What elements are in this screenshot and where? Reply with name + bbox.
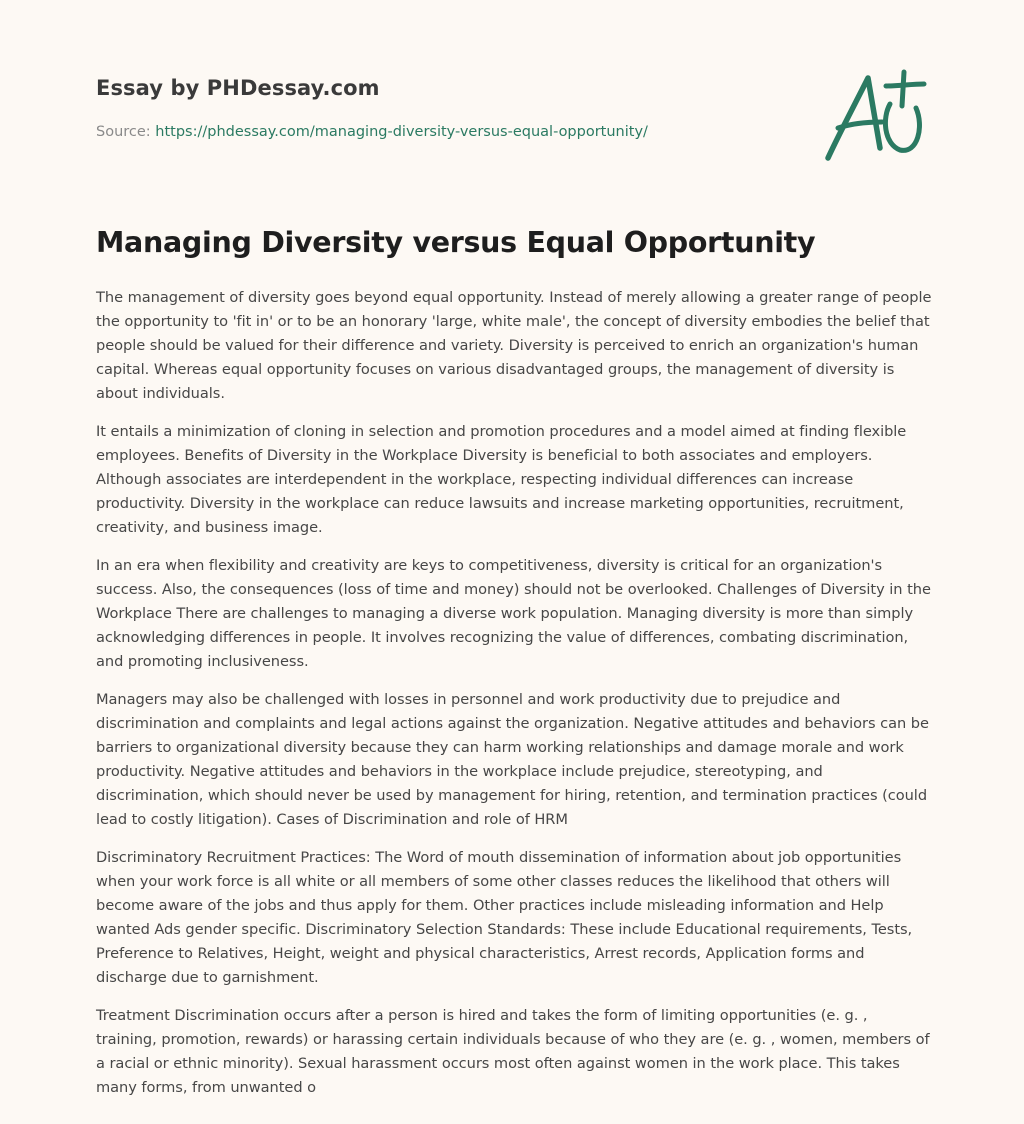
essay-paragraph: Treatment Discrimination occurs after a person is hired and takes the form of limiting opportunities (e. g. , training, promotion, rewards) or harassing certain individuals because of who they are (e. g. , women, members of a racial or ethnic minority). Sexual harassment occurs most often against women in the work place. This takes many forms, from unwanted o [96, 1007, 930, 1096]
essay-paragraph: Managers may also be challenged with losses in personnel and work productivity due to prejudice and discrimination and complaints and legal actions against the organization. Negative attitudes and behaviors can be barriers to organizational diversity because they can harm working relationships and damage morale and work productivity. Negative attitudes and behaviors in the workplace include prejudice, stereotyping, and discrimination, which should never be used by management for hiring, retention, and termination practices (could lead to costly litigation). Cases of Discrimination and role of HRM [96, 691, 929, 828]
source-label: Source: [96, 124, 151, 140]
essay-paragraph: It entails a minimization of cloning in selection and promotion procedures and a model aimed at finding flexible employees. Benefits of Diversity in the Workplace Diversity is beneficial to both associates and employers. Although associates are interdependent in the workplace, respecting individual differences can increase productivity. Diversity in the workplace can reduce lawsuits and increase marketing opportunities, recruitment, creativity, and business image. [96, 423, 907, 536]
essay-title: Managing Diversity versus Equal Opportunity [96, 226, 816, 259]
essay-body [96, 286, 932, 1114]
essay-paragraph: Discriminatory Recruitment Practices: The Word of mouth dissemination of information about job opportunities when your work force is all white or all members of some other classes reduces the likelihood that others will become aware of the jobs and thus apply for them. Other practices include misleading information and Help wanted Ads gender specific. Discriminatory Selection Standards: These include Educational requirements, Tests, Preference to Relatives, Height, weight and physical characteristics, Arrest records, Application forms and discharge due to garnishment. [96, 849, 913, 986]
essay-paragraph: In an era when flexibility and creativity are keys to competitiveness, diversity is critical for an organization's success. Also, the consequences (loss of time and money) should not be overlooked. Challenges of Diversity in the Workplace There are challenges to managing a diverse work population. Managing diversity is more than simply acknowledging differences in people. It involves recognizing the value of differences, combating discrimination, and promoting inclusiveness. [96, 557, 931, 670]
site-brand: Essay by PHDessay.com [96, 76, 380, 100]
source-link[interactable]: https://phdessay.com/managing-diversity-versus-equal-opportunity/ [155, 124, 648, 140]
source-line [96, 124, 648, 140]
a-plus-logo-icon [820, 62, 928, 166]
essay-paragraph: The management of diversity goes beyond equal opportunity. Instead of merely allowing a greater range of people the opportunity to 'fit in' or to be an honorary 'large, white male', the concept of diversity embodies the belief that people should be valued for their difference and variety. Diversity is perceived to enrich an organization's human capital. Whereas equal opportunity focuses on various disadvantaged groups, the management of diversity is about individuals. [96, 289, 932, 402]
